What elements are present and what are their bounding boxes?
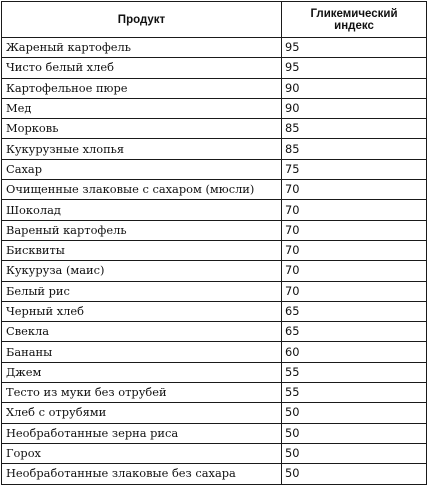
- index-cell: 70: [282, 200, 427, 220]
- index-cell: 75: [282, 159, 427, 179]
- index-cell: 55: [282, 383, 427, 403]
- header-product: Продукт: [2, 2, 282, 38]
- index-cell: 50: [282, 403, 427, 423]
- table-row: [2, 200, 427, 220]
- table-row: [2, 180, 427, 200]
- table-row: [2, 423, 427, 443]
- index-cell: 70: [282, 220, 427, 240]
- product-cell: Горох: [2, 443, 282, 463]
- table-row: [2, 38, 427, 58]
- product-cell: Картофельное пюре: [2, 78, 282, 98]
- table-row: [2, 281, 427, 301]
- index-cell: 50: [282, 423, 427, 443]
- index-cell: 85: [282, 139, 427, 159]
- index-cell: 50: [282, 443, 427, 463]
- index-cell: 95: [282, 38, 427, 58]
- product-cell: Шоколад: [2, 200, 282, 220]
- index-cell: 70: [282, 180, 427, 200]
- table-row: [2, 383, 427, 403]
- index-cell: 70: [282, 261, 427, 281]
- product-cell: Морковь: [2, 119, 282, 139]
- table-row: [2, 403, 427, 423]
- product-cell: Чисто белый хлеб: [2, 58, 282, 78]
- product-cell: Белый рис: [2, 281, 282, 301]
- product-cell: Кукуруза (маис): [2, 261, 282, 281]
- table-row: [2, 322, 427, 342]
- glycemic-index-table: [1, 1, 427, 485]
- header-glycemic-index: [282, 2, 427, 38]
- index-cell: 65: [282, 322, 427, 342]
- table-row: [2, 261, 427, 281]
- product-cell: Вареный картофель: [2, 220, 282, 240]
- product-cell: Жареный картофель: [2, 38, 282, 58]
- index-cell: 85: [282, 119, 427, 139]
- product-cell: Кукурузные хлопья: [2, 139, 282, 159]
- table-row: [2, 443, 427, 463]
- product-cell: Сахар: [2, 159, 282, 179]
- table-row: [2, 464, 427, 484]
- product-cell: Необработанные зерна риса: [2, 423, 282, 443]
- index-cell: 70: [282, 281, 427, 301]
- table-row: [2, 98, 427, 118]
- product-cell: Мед: [2, 98, 282, 118]
- header-index-line1: Гликемический: [310, 7, 398, 20]
- header-index-line2: индекс: [334, 19, 374, 32]
- product-cell: Тесто из муки без отрубей: [2, 383, 282, 403]
- table-row: [2, 139, 427, 159]
- table-row: [2, 220, 427, 240]
- table-row: [2, 159, 427, 179]
- product-cell: Джем: [2, 362, 282, 382]
- product-cell: Свекла: [2, 322, 282, 342]
- index-cell: 65: [282, 301, 427, 321]
- table-row: [2, 240, 427, 260]
- table-row: [2, 362, 427, 382]
- product-cell: Необработанные злаковые без сахара: [2, 464, 282, 484]
- table-row: [2, 301, 427, 321]
- product-cell: Хлеб с отрубями: [2, 403, 282, 423]
- product-cell: Бисквиты: [2, 240, 282, 260]
- table-row: [2, 119, 427, 139]
- product-cell: Черный хлеб: [2, 301, 282, 321]
- index-cell: 90: [282, 78, 427, 98]
- table-row: [2, 342, 427, 362]
- product-cell: Очищенные злаковые с сахаром (мюсли): [2, 180, 282, 200]
- index-cell: 55: [282, 362, 427, 382]
- table-row: [2, 78, 427, 98]
- index-cell: 70: [282, 240, 427, 260]
- table-row: [2, 58, 427, 78]
- index-cell: 60: [282, 342, 427, 362]
- index-cell: 95: [282, 58, 427, 78]
- index-cell: 90: [282, 98, 427, 118]
- index-cell: 50: [282, 464, 427, 484]
- product-cell: Бананы: [2, 342, 282, 362]
- table-header-row: [2, 2, 427, 38]
